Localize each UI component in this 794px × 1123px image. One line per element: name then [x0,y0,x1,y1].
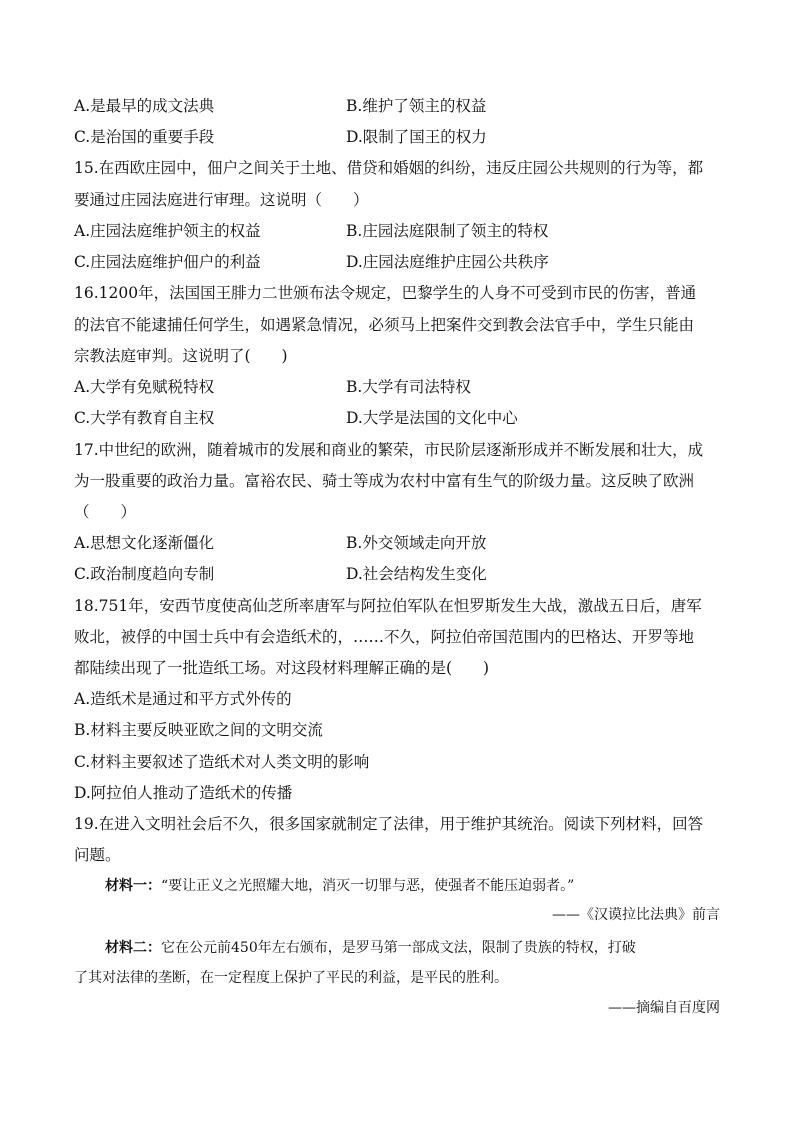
q16-stem-line-2: 的法官不能逮捕任何学生，如遇紧急情况，必须马上把案件交到教会法官手中，学生只能由 [74,316,695,334]
material-two-text-1: 它在公元前450年左右颁布，是罗马第一部成文法，限制了贵族的特权，打破 [161,940,636,956]
material-two-label: 材料二： [105,940,161,956]
q17-option-a: A.思想文化逐渐僵化 [74,534,215,552]
material-two-line-1 [105,938,636,958]
q18-option-c: C.材料主要叙述了造纸术对人类文明的影响 [74,753,370,771]
q15-option-b: B.庄园法庭限制了领主的特权 [346,222,549,240]
material-one-text: “要让正义之光照耀大地，消灭一切罪与恶，使强者不能压迫弱者。” [161,878,575,894]
q17-stem-line-1: 17.中世纪的欧洲，随着城市的发展和商业的繁荣，市民阶层逐渐形成并不断发展和壮大，成 [74,441,704,459]
q16-option-c: C.大学有教育自主权 [74,409,215,427]
q15-option-c: C.庄园法庭维护佃户的利益 [74,253,261,271]
q15-stem-line-1: 15.在西欧庄园中，佃户之间关于土地、借贷和婚姻的纠纷，违反庄园公共规则的行为等，都 [74,159,704,177]
q16-option-a: A.大学有免赋税特权 [74,378,215,396]
q16-option-b: B.大学有司法特权 [346,378,471,396]
q15-option-d: D.庄园法庭维护庄园公共秩序 [346,253,549,271]
q18-option-b: B.材料主要反映亚欧之间的文明交流 [74,721,323,739]
q18-option-d: D.阿拉伯人推动了造纸术的传播 [74,784,293,802]
q16-stem-line-1: 16.1200年，法国国王腓力二世颁布法令规定，巴黎学生的人身不可受到市民的伤害，普通 [74,284,697,302]
q15-stem-line-2: 要通过庄园法庭进行审理。这说明（ ） [74,191,369,209]
q17-option-d: D.社会结构发生变化 [346,565,487,583]
q15-option-a: A.庄园法庭维护领主的权益 [74,222,261,240]
q19-stem-line-2: 问题。 [74,846,121,864]
q14-option-d: D.限制了国王的权力 [346,128,487,146]
q14-option-c: C.是治国的重要手段 [74,128,215,146]
material-one-label: 材料一： [105,878,161,894]
q17-stem-line-3: （ ） [74,503,137,521]
material-one [105,876,574,896]
q14-option-b: B.维护了领主的权益 [346,97,487,115]
q18-option-a: A.造纸术是通过和平方式外传的 [74,690,292,708]
q16-option-d: D.大学是法国的文化中心 [346,409,518,427]
q17-stem-line-2: 为一股重要的政治力量。富裕农民、骑士等成为农村中富有生气的阶级力量。这反映了欧洲 [74,472,695,490]
q16-stem-line-3: 宗教法庭审判。这说明了( ) [74,347,288,365]
q18-stem-line-2: 败北，被俘的中国士兵中有会造纸术的，……不久，阿拉伯帝国范围内的巴格达、开罗等地 [74,628,695,646]
q17-option-b: B.外交领域走向开放 [346,534,487,552]
q14-option-a: A.是最早的成文法典 [74,97,215,115]
material-two-line-2: 了其对法律的垄断，在一定程度上保护了平民的利益，是平民的胜利。 [74,970,508,986]
q17-option-c: C.政治制度趋向专制 [74,565,215,583]
q19-stem-line-1: 19.在进入文明社会后不久，很多国家就制定了法律，用于维护其统治。阅读下列材料，回答 [74,815,704,833]
q18-stem-line-3: 都陆续出现了一批造纸工场。对这段材料理解正确的是( ) [74,659,490,677]
q18-stem-line-1: 18.751年，安西节度使高仙芝所率唐军与阿拉伯军队在怛罗斯发生大战，激战五日后，唐军 [74,597,702,615]
material-two-source: ——摘编自百度网 [608,1000,720,1016]
material-one-source: ——《汉谟拉比法典》前言 [552,907,720,923]
